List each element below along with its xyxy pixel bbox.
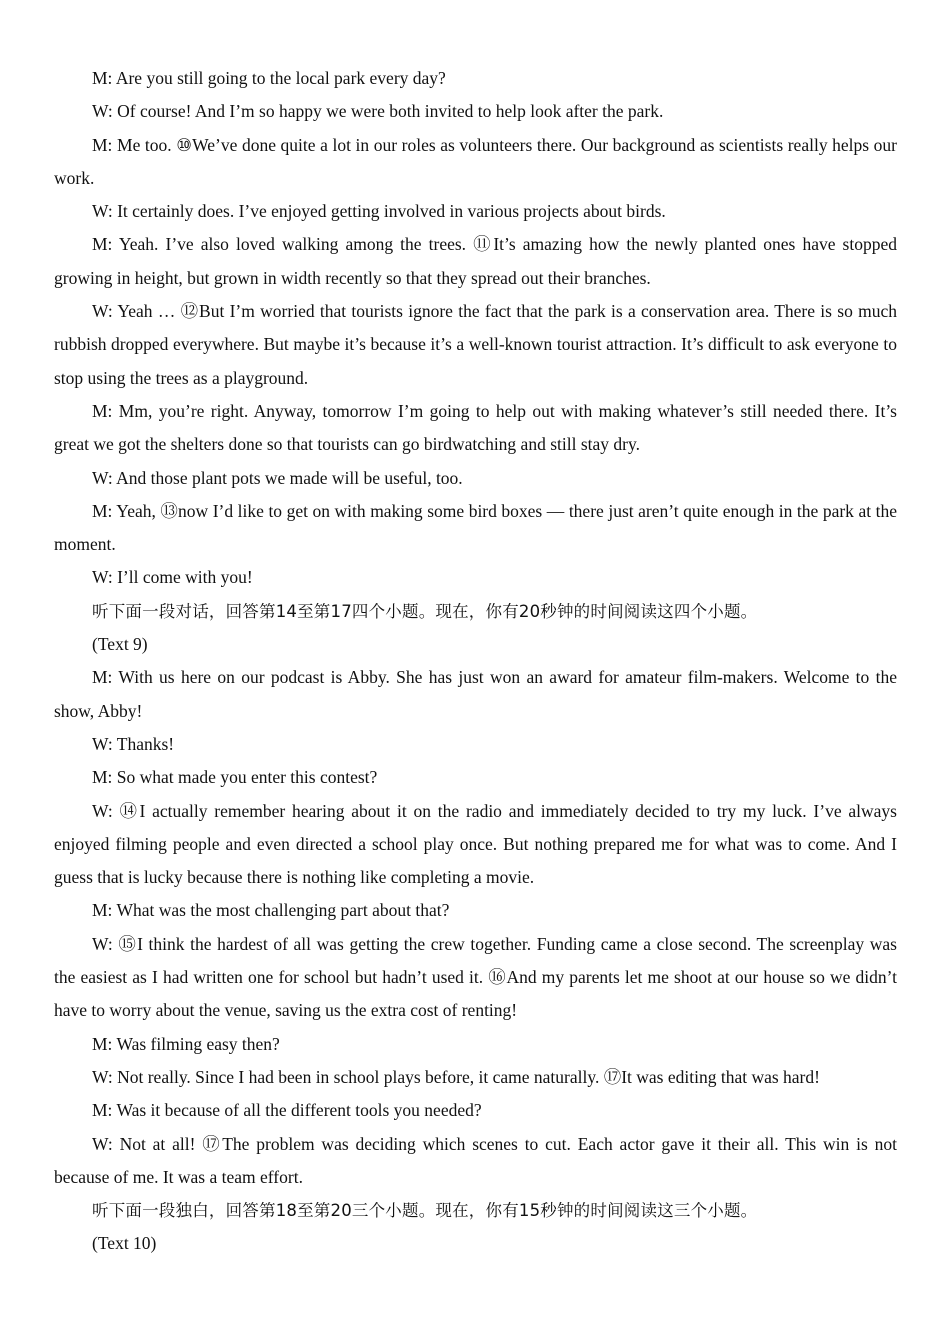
dialogue-line: M: Was it because of all the different tools you needed?: [92, 1100, 482, 1121]
dialogue-line: M: What was the most challenging part about that?: [92, 900, 450, 921]
dialogue-line: M: Yeah, ⑬now I’d like to get on with making some bird boxes — there just aren’t quite enough in the park at the moment.: [54, 500, 897, 555]
dialogue-line: W: I’ll come with you!: [92, 567, 253, 588]
dialogue-line: M: With us here on our podcast is Abby. She has just won an award for amateur film-makers. Welcome to the show, Abby!: [54, 667, 897, 721]
text-label: (Text 9): [92, 634, 148, 655]
dialogue-line: W: Not at all! ⑰The problem was deciding which scenes to cut. Each actor gave it their all. This win is not because of me. It was a team effort.: [54, 1133, 897, 1187]
transcript-page: [54, 62, 897, 1261]
dialogue-line: W: Yeah … ⑫But I’m worried that tourists ignore the fact that the park is a conservation area. There is so much rubbish dropped everywhere. But maybe it’s because it’s a well-known tourist attraction. It’s difficult to ask everyone to stop using the trees as a playground.: [54, 301, 897, 388]
text-label: (Text 10): [92, 1233, 157, 1254]
dialogue-line: M: Yeah. I’ve also loved walking among the trees. ⑪It’s amazing how the newly planted ones have stopped growing in height, but grown in width recently so that they spread out their branches.: [54, 234, 897, 288]
section-instruction: 听下面一段独白，回答第18至第20三个小题。现在，你有15秒钟的时间阅读这三个小题。: [92, 1201, 758, 1221]
section-instruction: 听下面一段对话，回答第14至第17四个小题。现在，你有20秒钟的时间阅读这四个小题。: [92, 601, 758, 621]
dialogue-line: M: So what made you enter this contest?: [92, 767, 378, 788]
dialogue-line: W: ⑭I actually remember hearing about it on the radio and immediately decided to try my luck. I’ve always enjoyed filming people and even directed a school play once. But nothing prepared me for what was to come. And I guess that is lucky because there is nothing like completing a movie.: [54, 800, 897, 888]
dialogue-line: W: Not really. Since I had been in school plays before, it came naturally. ⑰It was editing that was hard!: [92, 1066, 820, 1087]
dialogue-line: M: Are you still going to the local park every day?: [92, 68, 446, 88]
dialogue-line: M: Was filming easy then?: [92, 1033, 280, 1054]
dialogue-line: W: Of course! And I’m so happy we were both invited to help look after the park.: [92, 101, 664, 122]
dialogue-line: W: Thanks!: [92, 733, 175, 754]
dialogue-line: W: And those plant pots we made will be useful, too.: [92, 467, 463, 488]
dialogue-line: M: Mm, you’re right. Anyway, tomorrow I’m going to help out with making whatever’s still needed there. It’s great we got the shelters done so that tourists can go birdwatching and still stay dry.: [54, 400, 897, 455]
dialogue-line: W: ⑮I think the hardest of all was getting the crew together. Funding came a close second. The screenplay was the easiest as I had written one for school but hadn’t used it. ⑯And my parents let me shoot at our house so we didn’t have to worry about the venue, saving us the extra cost of renting!: [54, 933, 897, 1021]
dialogue-line: M: Me too. ⑩We’ve done quite a lot in our roles as volunteers there. Our background as scientists really helps our work.: [54, 134, 897, 188]
dialogue-line: W: It certainly does. I’ve enjoyed getting involved in various projects about birds.: [92, 201, 666, 222]
